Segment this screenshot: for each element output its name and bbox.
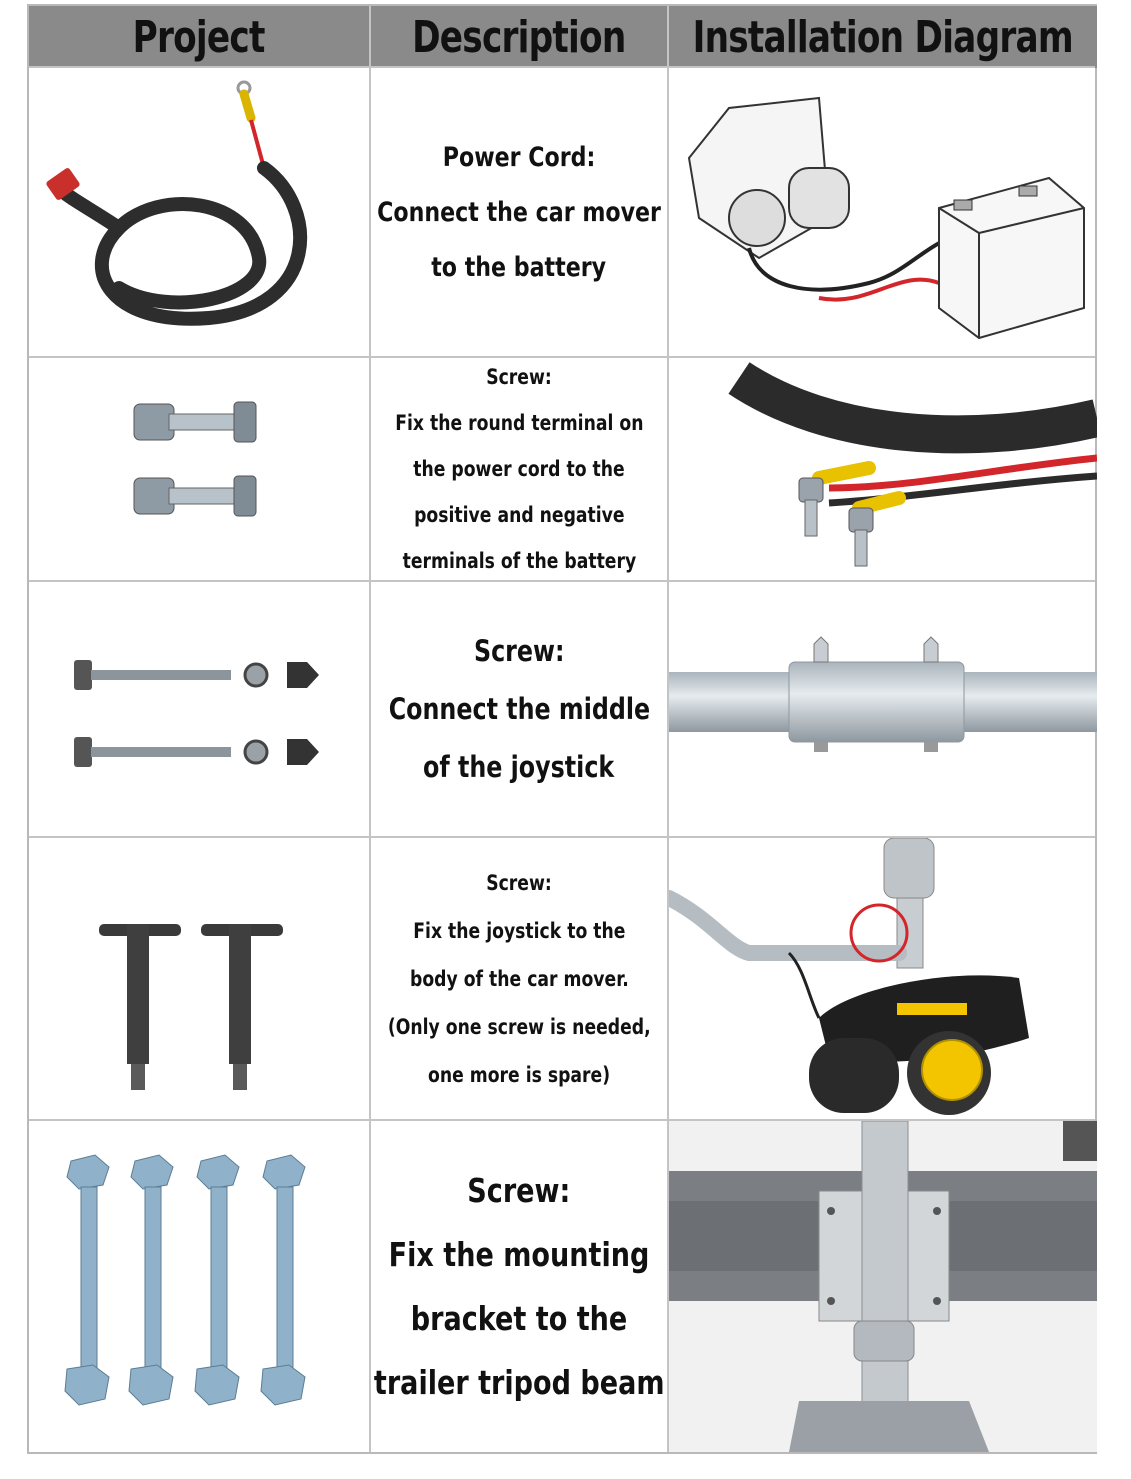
header-installation-diagram: Installation Diagram (669, 6, 1097, 68)
header-description: Description (371, 6, 667, 68)
description-line: Screw: (486, 870, 552, 895)
row-4-diagram (669, 838, 1097, 1119)
joystick-tube-photo (669, 582, 1097, 836)
joystick-screws-image (29, 582, 369, 836)
row-2-diagram (669, 358, 1097, 580)
header-project: Project (29, 6, 369, 68)
battery-wiring-diagram (669, 68, 1097, 356)
battery-screws-image (29, 358, 369, 580)
description-line: Fix the joystick to the (412, 918, 626, 943)
description-line: to the battery (431, 251, 607, 283)
terminal-screw-photo (669, 358, 1097, 580)
row-3-diagram (669, 582, 1097, 836)
description-line: trailer tripod beam (373, 1362, 665, 1402)
row-3-description (371, 582, 667, 836)
description-line: Connect the middle (388, 692, 650, 726)
description-line: body of the car mover. (409, 966, 629, 991)
table-row (29, 68, 369, 356)
table-row (29, 358, 369, 580)
description-line: terminals of the battery (402, 549, 636, 573)
description-line: the power cord to the (413, 457, 625, 481)
description-line: Fix the mounting (388, 1234, 650, 1274)
row-5-description (371, 1121, 667, 1452)
row-5-diagram (669, 1121, 1097, 1452)
description-line: Power Cord: (442, 141, 596, 173)
car-mover-photo (669, 838, 1097, 1119)
row-1-diagram (669, 68, 1097, 356)
bracket-bolts-image (29, 1121, 369, 1452)
description-line: Screw: (467, 1170, 571, 1210)
t-screws-image (29, 838, 369, 1119)
description-line: Connect the car mover (377, 196, 661, 228)
row-1-description (371, 68, 667, 356)
description-line: Screw: (473, 634, 565, 668)
bracket-beam-photo (669, 1121, 1097, 1452)
table-row (29, 582, 369, 836)
components-table (27, 4, 1097, 1454)
description-line: positive and negative (413, 503, 625, 527)
description-line: of the joystick (423, 750, 615, 784)
description-line: Fix the round terminal on (394, 411, 644, 435)
power-cord-image (29, 68, 369, 356)
row-2-description (371, 358, 667, 580)
description-line: Screw: (486, 365, 552, 389)
row-4-description (371, 838, 667, 1119)
table-row (29, 838, 369, 1119)
description-line: bracket to the (410, 1298, 628, 1338)
table-row (29, 1121, 369, 1452)
description-line: (Only one screw is needed, (387, 1014, 651, 1039)
description-line: one more is spare) (427, 1062, 611, 1087)
